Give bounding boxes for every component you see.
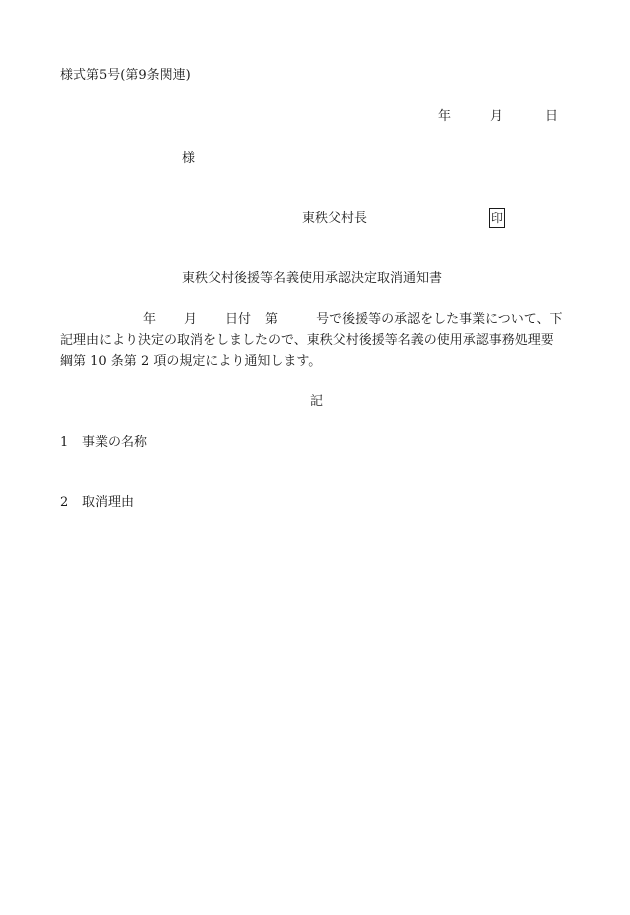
item-label: 取消理由 — [82, 495, 135, 510]
item-label: 事業の名称 — [82, 435, 148, 450]
date-year-unit: 年 — [438, 109, 452, 124]
form-number: 様式第5号(第9条関連) — [60, 68, 191, 83]
body-month-unit: 月 — [184, 312, 198, 327]
item-cancel-reason — [60, 495, 134, 511]
body-line-2: 記理由により決定の取消をしましたので、東秩父村後援等名義の使用承認事務処理要 — [60, 333, 554, 348]
body-line-3: 綱第 10 条第 2 項の規定により通知します。 — [60, 354, 322, 369]
body-year-unit: 年 — [143, 312, 157, 327]
item-number: 1 — [60, 435, 69, 450]
body-dated-label: 日付 — [225, 312, 252, 327]
addressee-honorific: 様 — [182, 151, 196, 166]
body-line-1-text: 号で後援等の承認をした事業について、下 — [316, 312, 563, 327]
body-line-1 — [60, 312, 563, 328]
seal-mark: 印 — [489, 208, 505, 228]
ki-heading: 記 — [310, 394, 324, 409]
item-number: 2 — [60, 495, 69, 510]
item-project-name — [60, 435, 147, 451]
sender-title: 東秩父村長 — [302, 211, 368, 226]
document-title: 東秩父村後援等名義使用承認決定取消通知書 — [182, 271, 443, 286]
date-line — [438, 109, 558, 125]
body-number-prefix: 第 — [265, 312, 279, 327]
date-day-unit: 日 — [545, 109, 559, 124]
date-month-unit: 月 — [490, 109, 504, 124]
